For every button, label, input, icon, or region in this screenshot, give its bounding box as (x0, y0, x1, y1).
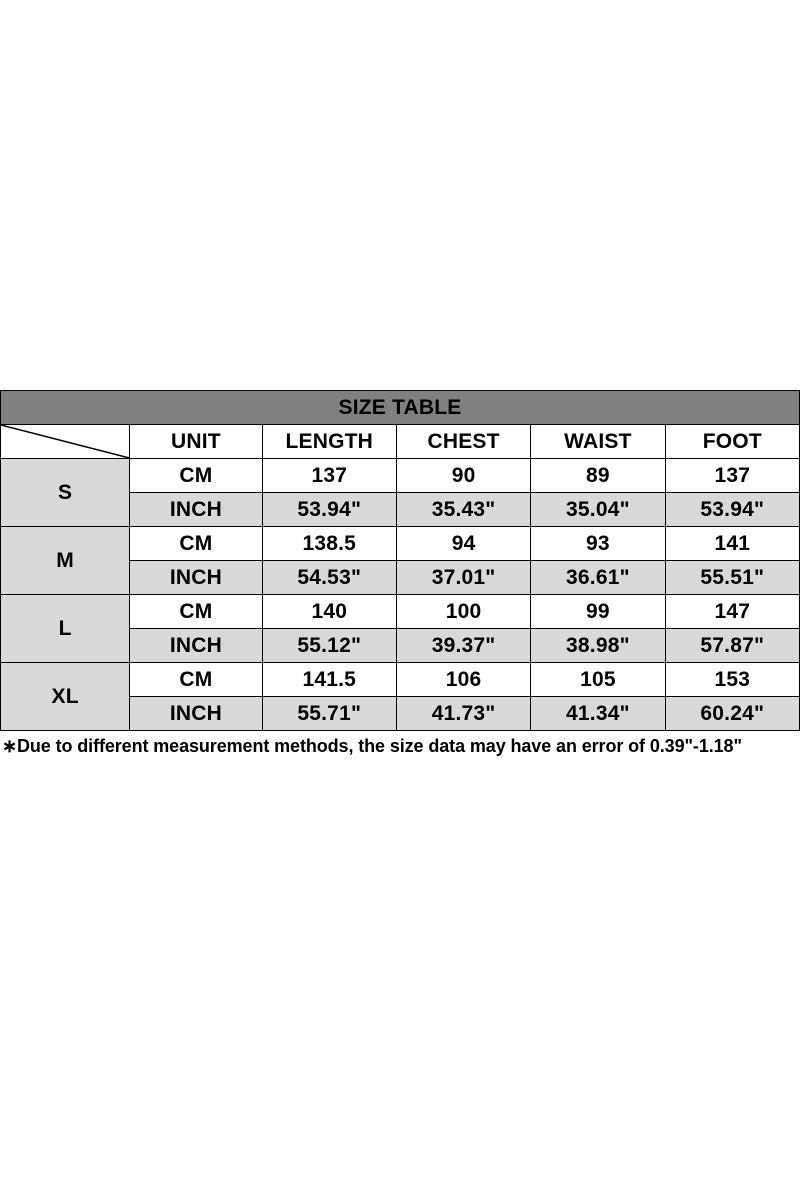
cell-length: 140 (262, 595, 396, 629)
unit-cm: CM (130, 459, 262, 493)
unit-inch: INCH (130, 629, 262, 663)
table-header-row (1, 425, 800, 459)
size-label-s: S (1, 459, 130, 527)
column-header-chest: CHEST (396, 425, 530, 459)
size-label-xl: XL (1, 663, 130, 731)
measurement-note: ∗Due to different measurement methods, the size data may have an error of 0.39"-1.18" (2, 736, 742, 756)
cell-waist: 99 (531, 595, 665, 629)
cell-waist: 93 (531, 527, 665, 561)
cell-foot: 53.94" (665, 493, 799, 527)
corner-diagonal-cell (1, 425, 130, 459)
cell-length: 53.94" (262, 493, 396, 527)
cell-length: 54.53" (262, 561, 396, 595)
cell-foot: 141 (665, 527, 799, 561)
column-header-unit: UNIT (130, 425, 262, 459)
column-header-length: LENGTH (262, 425, 396, 459)
cell-waist: 41.34" (531, 697, 665, 731)
cell-length: 138.5 (262, 527, 396, 561)
size-label-l: L (1, 595, 130, 663)
cell-foot: 153 (665, 663, 799, 697)
cell-foot: 60.24" (665, 697, 799, 731)
cell-waist: 105 (531, 663, 665, 697)
table-row (1, 595, 800, 629)
cell-chest: 94 (396, 527, 530, 561)
cell-chest: 35.43" (396, 493, 530, 527)
table-title-row (1, 391, 800, 425)
table-row (1, 527, 800, 561)
cell-chest: 41.73" (396, 697, 530, 731)
unit-cm: CM (130, 527, 262, 561)
unit-inch: INCH (130, 493, 262, 527)
cell-chest: 100 (396, 595, 530, 629)
cell-waist: 35.04" (531, 493, 665, 527)
cell-chest: 106 (396, 663, 530, 697)
cell-waist: 38.98" (531, 629, 665, 663)
size-label-m: M (1, 527, 130, 595)
table-row (1, 663, 800, 697)
cell-foot: 57.87" (665, 629, 799, 663)
cell-length: 55.71" (262, 697, 396, 731)
cell-foot: 137 (665, 459, 799, 493)
column-header-waist: WAIST (531, 425, 665, 459)
cell-length: 137 (262, 459, 396, 493)
table-title: SIZE TABLE (1, 391, 800, 425)
unit-cm: CM (130, 663, 262, 697)
cell-length: 55.12" (262, 629, 396, 663)
unit-inch: INCH (130, 697, 262, 731)
cell-length: 141.5 (262, 663, 396, 697)
cell-foot: 55.51" (665, 561, 799, 595)
cell-chest: 37.01" (396, 561, 530, 595)
cell-chest: 90 (396, 459, 530, 493)
cell-waist: 36.61" (531, 561, 665, 595)
cell-foot: 147 (665, 595, 799, 629)
table-row (1, 459, 800, 493)
size-table-container (0, 390, 800, 731)
unit-cm: CM (130, 595, 262, 629)
diagonal-line-icon (1, 425, 129, 458)
cell-chest: 39.37" (396, 629, 530, 663)
column-header-foot: FOOT (665, 425, 799, 459)
size-table (0, 390, 800, 731)
unit-inch: INCH (130, 561, 262, 595)
cell-waist: 89 (531, 459, 665, 493)
